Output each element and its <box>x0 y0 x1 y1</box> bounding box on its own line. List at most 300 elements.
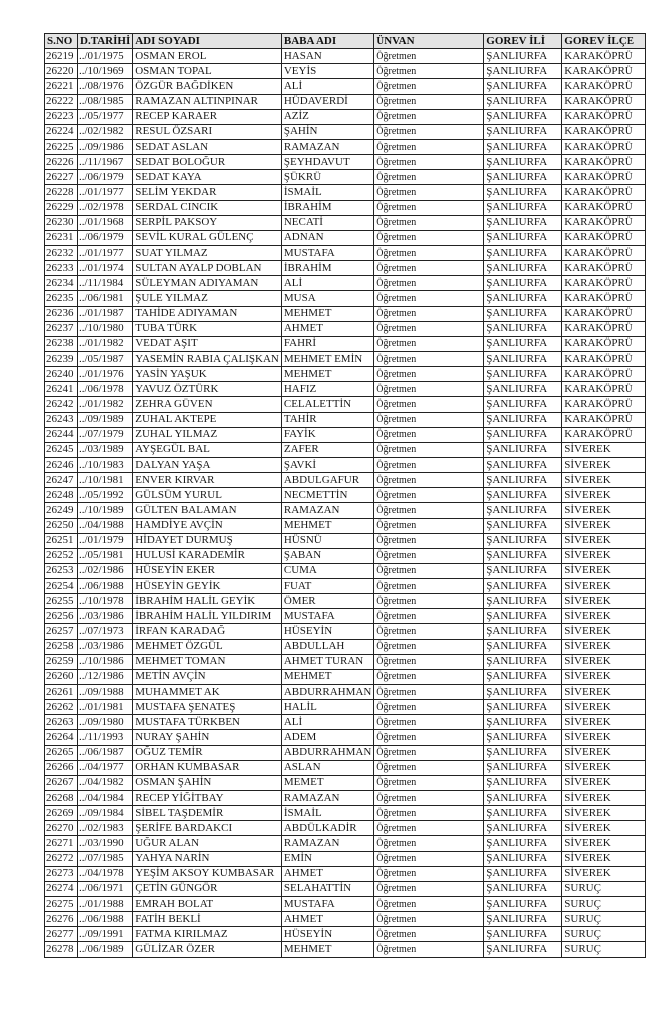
cell-district: KARAKÖPRÜ <box>562 351 646 366</box>
cell-district: SİVEREK <box>562 563 646 578</box>
cell-province: ŞANLIURFA <box>484 579 562 594</box>
cell-full-name: SEDAT BOLOĞUR <box>133 155 282 170</box>
table-row <box>45 382 646 397</box>
cell-title: Öğretmen <box>374 942 484 957</box>
cell-birth-date: ../02/1986 <box>78 563 133 578</box>
cell-birth-date: ../09/1991 <box>78 927 133 942</box>
cell-province: ŞANLIURFA <box>484 457 562 472</box>
cell-district: SURUÇ <box>562 927 646 942</box>
cell-sno: 26243 <box>45 412 78 427</box>
cell-sno: 26231 <box>45 230 78 245</box>
cell-title: Öğretmen <box>374 518 484 533</box>
cell-sno: 26233 <box>45 261 78 276</box>
cell-title: Öğretmen <box>374 382 484 397</box>
cell-district: KARAKÖPRÜ <box>562 79 646 94</box>
cell-father-name: AZİZ <box>281 109 373 124</box>
cell-province: ŞANLIURFA <box>484 109 562 124</box>
cell-birth-date: ../10/1983 <box>78 457 133 472</box>
table-row <box>45 109 646 124</box>
table-row <box>45 170 646 185</box>
cell-father-name: VEYİS <box>281 64 373 79</box>
cell-full-name: ENVER KIRVAR <box>133 473 282 488</box>
cell-birth-date: ../01/1976 <box>78 367 133 382</box>
table-row <box>45 276 646 291</box>
cell-full-name: TAHİDE ADIYAMAN <box>133 306 282 321</box>
cell-title: Öğretmen <box>374 276 484 291</box>
cell-full-name: GÜLTEN BALAMAN <box>133 503 282 518</box>
cell-province: ŞANLIURFA <box>484 836 562 851</box>
cell-district: SURUÇ <box>562 881 646 896</box>
cell-title: Öğretmen <box>374 745 484 760</box>
table-row <box>45 730 646 745</box>
cell-birth-date: ../01/1982 <box>78 397 133 412</box>
table-row <box>45 155 646 170</box>
cell-birth-date: ../05/1987 <box>78 351 133 366</box>
table-row <box>45 866 646 881</box>
cell-province: ŞANLIURFA <box>484 548 562 563</box>
cell-birth-date: ../02/1978 <box>78 200 133 215</box>
cell-father-name: NECATİ <box>281 215 373 230</box>
cell-title: Öğretmen <box>374 715 484 730</box>
table-row <box>45 442 646 457</box>
cell-sno: 26225 <box>45 139 78 154</box>
header-province: GOREV İLİ <box>484 34 562 49</box>
cell-full-name: HİDAYET DURMUŞ <box>133 533 282 548</box>
cell-full-name: ZUHAL AKTEPE <box>133 412 282 427</box>
cell-birth-date: ../07/1985 <box>78 851 133 866</box>
table-row <box>45 700 646 715</box>
cell-father-name: HÜSEYİN <box>281 927 373 942</box>
cell-sno: 26259 <box>45 654 78 669</box>
cell-full-name: MUSTAFA ŞENATEŞ <box>133 700 282 715</box>
cell-full-name: SERDAL CINCIK <box>133 200 282 215</box>
cell-father-name: HALİL <box>281 700 373 715</box>
cell-birth-date: ../09/1989 <box>78 412 133 427</box>
cell-birth-date: ../01/1979 <box>78 533 133 548</box>
cell-full-name: MUHAMMET AK <box>133 685 282 700</box>
cell-title: Öğretmen <box>374 412 484 427</box>
cell-birth-date: ../09/1986 <box>78 139 133 154</box>
cell-district: KARAKÖPRÜ <box>562 94 646 109</box>
table-row <box>45 715 646 730</box>
cell-province: ŞANLIURFA <box>484 518 562 533</box>
cell-title: Öğretmen <box>374 49 484 64</box>
cell-province: ŞANLIURFA <box>484 563 562 578</box>
cell-father-name: HAFIZ <box>281 382 373 397</box>
cell-sno: 26241 <box>45 382 78 397</box>
cell-province: ŞANLIURFA <box>484 276 562 291</box>
cell-province: ŞANLIURFA <box>484 851 562 866</box>
cell-father-name: MUSTAFA <box>281 609 373 624</box>
cell-birth-date: ../04/1984 <box>78 791 133 806</box>
cell-sno: 26253 <box>45 563 78 578</box>
cell-title: Öğretmen <box>374 669 484 684</box>
cell-full-name: YAVUZ ÖZTÜRK <box>133 382 282 397</box>
cell-province: ŞANLIURFA <box>484 594 562 609</box>
cell-district: KARAKÖPRÜ <box>562 49 646 64</box>
cell-district: KARAKÖPRÜ <box>562 397 646 412</box>
cell-full-name: ORHAN KUMBASAR <box>133 760 282 775</box>
table-row <box>45 639 646 654</box>
cell-title: Öğretmen <box>374 397 484 412</box>
table-row <box>45 791 646 806</box>
cell-sno: 26250 <box>45 518 78 533</box>
cell-full-name: METİN AVÇİN <box>133 669 282 684</box>
cell-sno: 26269 <box>45 806 78 821</box>
cell-title: Öğretmen <box>374 503 484 518</box>
cell-title: Öğretmen <box>374 215 484 230</box>
cell-district: KARAKÖPRÜ <box>562 427 646 442</box>
table-row <box>45 336 646 351</box>
cell-province: ŞANLIURFA <box>484 397 562 412</box>
cell-district: KARAKÖPRÜ <box>562 170 646 185</box>
cell-father-name: FUAT <box>281 579 373 594</box>
table-row <box>45 927 646 942</box>
cell-province: ŞANLIURFA <box>484 624 562 639</box>
cell-district: KARAKÖPRÜ <box>562 276 646 291</box>
cell-full-name: SULTAN AYALP DOBLAN <box>133 261 282 276</box>
cell-full-name: İRFAN KARADAĞ <box>133 624 282 639</box>
table-row <box>45 624 646 639</box>
cell-birth-date: ../01/1987 <box>78 306 133 321</box>
table-row <box>45 64 646 79</box>
cell-birth-date: ../06/1979 <box>78 170 133 185</box>
cell-title: Öğretmen <box>374 155 484 170</box>
cell-sno: 26267 <box>45 775 78 790</box>
cell-province: ŞANLIURFA <box>484 821 562 836</box>
cell-father-name: ZAFER <box>281 442 373 457</box>
cell-birth-date: ../01/1981 <box>78 700 133 715</box>
table-row <box>45 367 646 382</box>
cell-father-name: MEHMET <box>281 942 373 957</box>
table-row <box>45 457 646 472</box>
table-row <box>45 427 646 442</box>
cell-full-name: TUBA TÜRK <box>133 321 282 336</box>
cell-province: ŞANLIURFA <box>484 806 562 821</box>
cell-father-name: ŞÜKRÜ <box>281 170 373 185</box>
cell-birth-date: ../03/1986 <box>78 609 133 624</box>
cell-full-name: MEHMET ÖZGÜL <box>133 639 282 654</box>
cell-full-name: YASEMİN RABIA ÇALIŞKAN <box>133 351 282 366</box>
cell-full-name: ŞULE YILMAZ <box>133 291 282 306</box>
cell-birth-date: ../01/1982 <box>78 336 133 351</box>
cell-district: KARAKÖPRÜ <box>562 336 646 351</box>
table-row <box>45 685 646 700</box>
table-row <box>45 533 646 548</box>
cell-sno: 26238 <box>45 336 78 351</box>
cell-title: Öğretmen <box>374 654 484 669</box>
cell-sno: 26240 <box>45 367 78 382</box>
cell-title: Öğretmen <box>374 775 484 790</box>
cell-sno: 26278 <box>45 942 78 957</box>
cell-father-name: ADNAN <box>281 230 373 245</box>
table-row <box>45 806 646 821</box>
cell-district: SİVEREK <box>562 791 646 806</box>
cell-sno: 26268 <box>45 791 78 806</box>
cell-birth-date: ../01/1988 <box>78 897 133 912</box>
cell-title: Öğretmen <box>374 639 484 654</box>
cell-title: Öğretmen <box>374 563 484 578</box>
cell-sno: 26270 <box>45 821 78 836</box>
cell-birth-date: ../10/1989 <box>78 503 133 518</box>
cell-title: Öğretmen <box>374 427 484 442</box>
cell-province: ŞANLIURFA <box>484 669 562 684</box>
cell-full-name: SEVİL KURAL GÜLENÇ <box>133 230 282 245</box>
cell-father-name: AHMET <box>281 912 373 927</box>
cell-province: ŞANLIURFA <box>484 609 562 624</box>
cell-district: KARAKÖPRÜ <box>562 291 646 306</box>
cell-birth-date: ../09/1984 <box>78 806 133 821</box>
cell-title: Öğretmen <box>374 624 484 639</box>
cell-title: Öğretmen <box>374 291 484 306</box>
cell-sno: 26244 <box>45 427 78 442</box>
cell-province: ŞANLIURFA <box>484 382 562 397</box>
table-row <box>45 821 646 836</box>
cell-full-name: FATMA KIRILMAZ <box>133 927 282 942</box>
cell-district: SİVEREK <box>562 730 646 745</box>
cell-father-name: TAHİR <box>281 412 373 427</box>
table-row <box>45 503 646 518</box>
cell-full-name: ZEHRA GÜVEN <box>133 397 282 412</box>
cell-district: KARAKÖPRÜ <box>562 155 646 170</box>
cell-province: ŞANLIURFA <box>484 230 562 245</box>
cell-birth-date: ../05/1992 <box>78 488 133 503</box>
cell-father-name: ALİ <box>281 79 373 94</box>
cell-full-name: YASİN YAŞUK <box>133 367 282 382</box>
cell-sno: 26246 <box>45 457 78 472</box>
table-row <box>45 245 646 260</box>
cell-sno: 26232 <box>45 245 78 260</box>
table-row <box>45 518 646 533</box>
table-row <box>45 79 646 94</box>
cell-sno: 26229 <box>45 200 78 215</box>
cell-title: Öğretmen <box>374 760 484 775</box>
cell-full-name: HÜSEYİN EKER <box>133 563 282 578</box>
cell-full-name: İBRAHİM HALİL GEYİK <box>133 594 282 609</box>
cell-title: Öğretmen <box>374 79 484 94</box>
cell-title: Öğretmen <box>374 700 484 715</box>
table-row <box>45 594 646 609</box>
cell-full-name: SEDAT KAYA <box>133 170 282 185</box>
cell-father-name: MEHMET <box>281 306 373 321</box>
cell-district: SİVEREK <box>562 488 646 503</box>
cell-full-name: ÇETİN GÜNGÖR <box>133 881 282 896</box>
cell-birth-date: ../09/1980 <box>78 715 133 730</box>
cell-birth-date: ../03/1990 <box>78 836 133 851</box>
cell-province: ŞANLIURFA <box>484 321 562 336</box>
cell-title: Öğretmen <box>374 912 484 927</box>
cell-district: SİVEREK <box>562 775 646 790</box>
cell-district: KARAKÖPRÜ <box>562 367 646 382</box>
cell-full-name: MEHMET TOMAN <box>133 654 282 669</box>
cell-province: ŞANLIURFA <box>484 64 562 79</box>
cell-full-name: YEŞİM AKSOY KUMBASAR <box>133 866 282 881</box>
cell-district: SİVEREK <box>562 609 646 624</box>
cell-sno: 26257 <box>45 624 78 639</box>
cell-district: KARAKÖPRÜ <box>562 124 646 139</box>
table-row <box>45 412 646 427</box>
cell-father-name: ÖMER <box>281 594 373 609</box>
cell-district: KARAKÖPRÜ <box>562 215 646 230</box>
cell-title: Öğretmen <box>374 685 484 700</box>
table-row <box>45 579 646 594</box>
cell-father-name: ŞAVKİ <box>281 457 373 472</box>
cell-district: SİVEREK <box>562 548 646 563</box>
cell-full-name: MUSTAFA TÜRKBEN <box>133 715 282 730</box>
cell-father-name: ALİ <box>281 715 373 730</box>
cell-birth-date: ../05/1981 <box>78 548 133 563</box>
cell-sno: 26237 <box>45 321 78 336</box>
cell-birth-date: ../01/1968 <box>78 215 133 230</box>
cell-full-name: OSMAN EROL <box>133 49 282 64</box>
cell-province: ŞANLIURFA <box>484 291 562 306</box>
cell-district: SİVEREK <box>562 457 646 472</box>
cell-birth-date: ../07/1973 <box>78 624 133 639</box>
cell-full-name: SERPİL PAKSOY <box>133 215 282 230</box>
cell-district: SİVEREK <box>562 866 646 881</box>
cell-sno: 26219 <box>45 49 78 64</box>
cell-father-name: İBRAHİM <box>281 261 373 276</box>
cell-sno: 26256 <box>45 609 78 624</box>
cell-district: SİVEREK <box>562 836 646 851</box>
cell-province: ŞANLIURFA <box>484 170 562 185</box>
cell-district: SİVEREK <box>562 533 646 548</box>
cell-province: ŞANLIURFA <box>484 760 562 775</box>
table-row <box>45 397 646 412</box>
cell-full-name: FATİH BEKLİ <box>133 912 282 927</box>
cell-father-name: RAMAZAN <box>281 503 373 518</box>
cell-sno: 26220 <box>45 64 78 79</box>
cell-birth-date: ../11/1967 <box>78 155 133 170</box>
table-row <box>45 200 646 215</box>
cell-father-name: MUSTAFA <box>281 245 373 260</box>
table-row <box>45 291 646 306</box>
cell-province: ŞANLIURFA <box>484 685 562 700</box>
cell-birth-date: ../10/1980 <box>78 321 133 336</box>
cell-province: ŞANLIURFA <box>484 912 562 927</box>
cell-father-name: ASLAN <box>281 760 373 775</box>
cell-father-name: ABDÜLKADİR <box>281 821 373 836</box>
cell-birth-date: ../02/1982 <box>78 124 133 139</box>
cell-sno: 26275 <box>45 897 78 912</box>
header-sno: S.NO <box>45 34 78 49</box>
table-row <box>45 94 646 109</box>
cell-full-name: ŞERİFE BARDAKCI <box>133 821 282 836</box>
cell-district: KARAKÖPRÜ <box>562 139 646 154</box>
cell-province: ŞANLIURFA <box>484 897 562 912</box>
cell-province: ŞANLIURFA <box>484 306 562 321</box>
table-row <box>45 351 646 366</box>
cell-father-name: RAMAZAN <box>281 836 373 851</box>
table-row <box>45 745 646 760</box>
cell-province: ŞANLIURFA <box>484 488 562 503</box>
cell-full-name: OSMAN TOPAL <box>133 64 282 79</box>
cell-title: Öğretmen <box>374 367 484 382</box>
cell-sno: 26245 <box>45 442 78 457</box>
table-row <box>45 760 646 775</box>
cell-birth-date: ../04/1988 <box>78 518 133 533</box>
cell-birth-date: ../06/1988 <box>78 579 133 594</box>
cell-sno: 26265 <box>45 745 78 760</box>
header-district: GOREV İLÇE <box>562 34 646 49</box>
cell-father-name: HÜDAVERDİ <box>281 94 373 109</box>
cell-title: Öğretmen <box>374 806 484 821</box>
cell-birth-date: ../02/1983 <box>78 821 133 836</box>
cell-district: SİVEREK <box>562 700 646 715</box>
cell-father-name: ŞEYHDAVUT <box>281 155 373 170</box>
cell-title: Öğretmen <box>374 609 484 624</box>
cell-title: Öğretmen <box>374 306 484 321</box>
header-full-name: ADI SOYADI <box>133 34 282 49</box>
cell-sno: 26264 <box>45 730 78 745</box>
cell-sno: 26271 <box>45 836 78 851</box>
cell-district: KARAKÖPRÜ <box>562 185 646 200</box>
cell-father-name: FAYİK <box>281 427 373 442</box>
cell-full-name: SUAT YILMAZ <box>133 245 282 260</box>
cell-father-name: AHMET <box>281 866 373 881</box>
cell-birth-date: ../06/1987 <box>78 745 133 760</box>
table-row <box>45 563 646 578</box>
cell-district: KARAKÖPRÜ <box>562 109 646 124</box>
table-row <box>45 548 646 563</box>
cell-birth-date: ../03/1986 <box>78 639 133 654</box>
cell-birth-date: ../06/1971 <box>78 881 133 896</box>
cell-father-name: ALİ <box>281 276 373 291</box>
cell-sno: 26234 <box>45 276 78 291</box>
cell-district: SİVEREK <box>562 503 646 518</box>
cell-district: KARAKÖPRÜ <box>562 230 646 245</box>
cell-district: KARAKÖPRÜ <box>562 200 646 215</box>
cell-full-name: SİBEL TAŞDEMİR <box>133 806 282 821</box>
cell-father-name: İSMAİL <box>281 806 373 821</box>
cell-province: ŞANLIURFA <box>484 942 562 957</box>
header-birth-date: D.TARİHİ <box>78 34 133 49</box>
cell-district: KARAKÖPRÜ <box>562 382 646 397</box>
cell-sno: 26222 <box>45 94 78 109</box>
cell-title: Öğretmen <box>374 473 484 488</box>
cell-district: KARAKÖPRÜ <box>562 412 646 427</box>
cell-birth-date: ../01/1977 <box>78 245 133 260</box>
cell-sno: 26272 <box>45 851 78 866</box>
table-row <box>45 488 646 503</box>
table-row <box>45 609 646 624</box>
cell-father-name: MEHMET <box>281 669 373 684</box>
cell-father-name: RAMAZAN <box>281 139 373 154</box>
cell-father-name: CELALETTİN <box>281 397 373 412</box>
table-row <box>45 912 646 927</box>
cell-title: Öğretmen <box>374 94 484 109</box>
cell-district: SİVEREK <box>562 851 646 866</box>
cell-sno: 26248 <box>45 488 78 503</box>
cell-sno: 26274 <box>45 881 78 896</box>
cell-sno: 26251 <box>45 533 78 548</box>
cell-birth-date: ../06/1981 <box>78 291 133 306</box>
cell-father-name: AHMET TURAN <box>281 654 373 669</box>
cell-father-name: AHMET <box>281 321 373 336</box>
cell-sno: 26262 <box>45 700 78 715</box>
cell-father-name: İBRAHİM <box>281 200 373 215</box>
cell-birth-date: ../04/1977 <box>78 760 133 775</box>
cell-district: SURUÇ <box>562 942 646 957</box>
cell-title: Öğretmen <box>374 109 484 124</box>
cell-province: ŞANLIURFA <box>484 261 562 276</box>
cell-sno: 26236 <box>45 306 78 321</box>
cell-district: KARAKÖPRÜ <box>562 306 646 321</box>
cell-birth-date: ../10/1978 <box>78 594 133 609</box>
cell-title: Öğretmen <box>374 442 484 457</box>
cell-district: KARAKÖPRÜ <box>562 261 646 276</box>
cell-province: ŞANLIURFA <box>484 155 562 170</box>
